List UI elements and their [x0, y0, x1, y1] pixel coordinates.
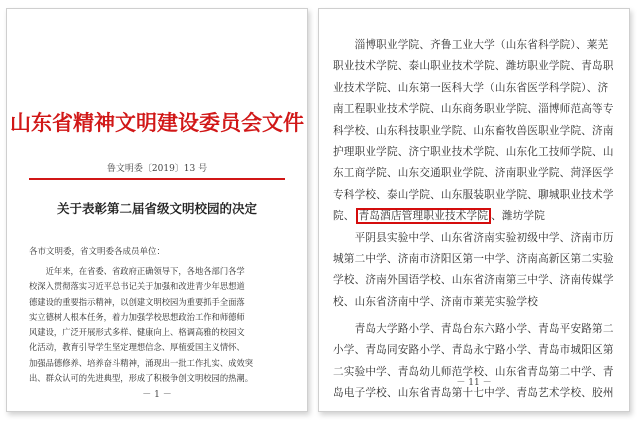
right-document-page [318, 8, 630, 412]
body-line: 东工商学院、山东交通职业学院、济南职业学院、菏泽医学 [333, 167, 614, 180]
document-number: 鲁文明委〔2019〕13 号 [106, 164, 208, 174]
body-line: 小学、青岛同安路小学、青岛永宁路小学、青岛市城阳区第 [333, 344, 614, 357]
highlighted-line [333, 206, 623, 227]
body-line: 业技术学院、山东第一医科大学（山东省医学科学院）、济 [333, 81, 609, 94]
body-line: 职业技术学院、泰山职业技术学院、潍坊职业学院、青岛职 [333, 60, 614, 73]
body-line: 校、山东省济南中学、济南市莱芜实验学校 [333, 295, 539, 308]
body-line: 德建设的重要指示精神，以创建文明校园为重要抓手全面落 [29, 296, 245, 307]
highlight-prefix: 院、 [333, 210, 355, 223]
red-divider-line [29, 178, 285, 180]
body-line: 淄博职业学院、齐鲁工业大学（山东省科学院）、莱芜 [333, 39, 609, 51]
body-line: 护理职业学院、济宁职业技术学院、山东化工技师学院、山 [333, 145, 614, 158]
document-header-title: 山东省精神文明建设委员会文件 [10, 110, 304, 135]
body-line: 出、群众认可的先进典型，形成了积极争创文明校园的热潮。 [29, 373, 254, 384]
body-line: 风建设，广泛开展形式多样、健康向上、格调高雅的校园文 [29, 327, 245, 338]
body-line: 学校、济南外国语学校、山东省济南第三中学、济南传媒学 [333, 274, 614, 287]
body-line: 平阴县实验中学、山东省济南实验初级中学、济南市历 [333, 231, 614, 244]
body-line: 化活动，教育引导学生坚定理想信念、厚植爱国主义情怀、 [29, 342, 245, 353]
body-line: 二实验中学、青岛幼儿师范学校、山东省青岛第二中学、青 [333, 365, 614, 378]
right-page-number: － 11 － [456, 378, 492, 388]
body-line: 专科学校、泰山学院、山东服装职业学院、聊城职业技术学 [333, 188, 614, 201]
body-line: 岛电子学校、山东省青岛第十七中学、青岛艺术学校、胶州 [333, 387, 614, 400]
body-line: 加强品德修养、培养奋斗精神，涌现出一批工作扎实、成效突 [29, 357, 254, 368]
left-body-text [29, 264, 291, 386]
body-line: 实立德树人根本任务，着力加强学校思想政治工作和师德师 [29, 311, 245, 322]
body-line: 城第二中学、济南市济阳区第一中学、济南高新区第二实验 [333, 252, 614, 265]
highlighted-school-name: 青岛酒店管理职业技术学院 [356, 208, 492, 224]
body-line: 近年来，在省委、省政府正确领导下，各地各部门各学 [29, 266, 245, 276]
body-line: 南工程职业技术学院、山东商务职业学院、淄博师范高等专 [333, 103, 614, 116]
left-page-number: － 1 － [142, 390, 172, 400]
body-line: 科学校、山东科技职业学院、山东畜牧兽医职业学院、济南 [333, 124, 614, 137]
left-document-page [6, 8, 308, 412]
body-line: 青岛大学路小学、青岛台东六路小学、青岛平安路第二 [333, 323, 614, 336]
addressee-line: 各市文明委，省文明委各成员单位： [29, 247, 166, 257]
right-body-text [333, 35, 623, 405]
highlight-suffix: 、潍坊学院 [491, 210, 546, 223]
decision-title: 关于表彰第二届省级文明校园的决定 [56, 201, 257, 216]
body-line: 校深入贯彻落实习近平总书记关于加强和改进青少年思想道 [29, 281, 245, 292]
